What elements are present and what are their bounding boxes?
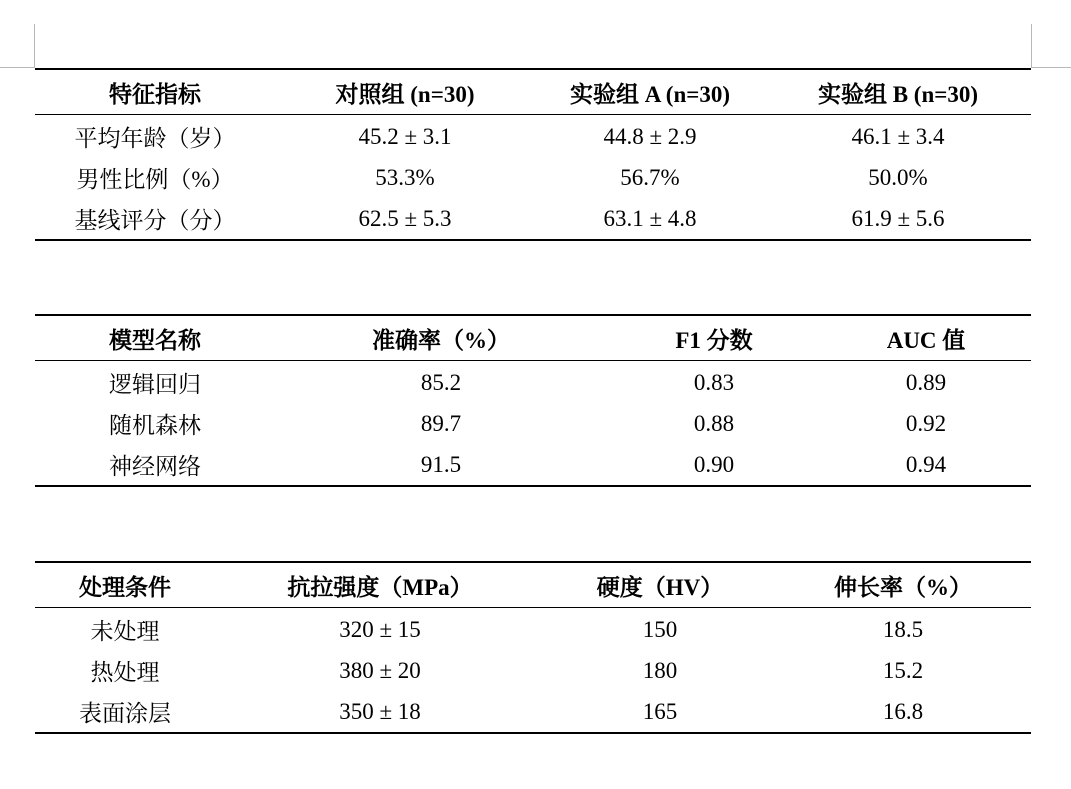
table-header-row [35,315,1031,361]
table-cell: 神经网络 [109,454,201,479]
table-row [35,403,1031,444]
table-header-row [35,69,1031,115]
header-cell: 模型名称 [109,327,201,353]
table-cell: 56.7% [620,164,680,190]
header-cell: AUC 值 [886,327,966,353]
table-cell: 热处理 [90,660,160,685]
table-cell: 50.0% [868,164,928,190]
table-cell: 逻辑回归 [109,372,201,397]
page-corner-mark-left-horizontal [0,67,35,68]
page-corner-mark-right [1031,24,1032,68]
table-cell: 0.94 [905,451,947,477]
header-cell: 硬度（HV） [596,574,724,600]
header-cell: 处理条件 [79,574,171,600]
table-cell: 基线评分（分） [74,208,236,233]
table-cell: 男性比例（%） [76,167,234,192]
table-row [35,115,1031,158]
table-cell: 180 [642,657,678,683]
table-cell: 0.88 [693,410,735,436]
header-cell: 伸长率（%） [834,574,972,600]
table-header-row [35,562,1031,608]
table-cell: 46.1 ± 3.4 [851,123,945,149]
table-row [35,157,1031,198]
header-cell: 抗拉强度（MPa） [287,574,473,600]
table-cell: 44.8 ± 2.9 [603,123,697,149]
table-cell: 0.83 [693,369,735,395]
table-cell: 45.2 ± 3.1 [358,123,452,149]
table-row [35,361,1031,404]
table-cell: 380 ± 20 [339,657,421,683]
table-cell: 61.9 ± 5.6 [851,205,945,231]
table-row [35,650,1031,691]
baseline-characteristics-table [35,68,1031,241]
table-row [35,444,1031,486]
header-cell: 准确率（%） [372,327,510,353]
table-cell: 随机森林 [109,413,201,438]
table-row [35,198,1031,240]
table-row [35,608,1031,651]
table-cell: 150 [642,616,678,642]
table-cell: 表面涂层 [79,701,171,726]
table-cell: 16.8 [882,698,924,724]
table-row [35,691,1031,733]
model-performance-table [35,314,1031,487]
table-cell: 15.2 [882,657,924,683]
header-cell: F1 分数 [675,327,753,353]
table-cell: 350 ± 18 [339,698,421,724]
header-cell: 对照组 (n=30) [335,81,475,107]
page-corner-mark-right-horizontal [1031,67,1071,68]
table-cell: 62.5 ± 5.3 [358,205,452,231]
table-cell: 85.2 [420,369,462,395]
table-cell: 平均年龄（岁） [74,126,236,151]
table-cell: 0.89 [905,369,947,395]
table-cell: 未处理 [90,619,160,644]
table-cell: 91.5 [420,451,462,477]
header-cell: 实验组 A (n=30) [569,81,731,107]
table-cell: 0.90 [693,451,735,477]
table-cell: 63.1 ± 4.8 [603,205,697,231]
table-cell: 165 [642,698,678,724]
table-cell: 18.5 [882,616,924,642]
header-cell: 实验组 B (n=30) [817,81,979,107]
table-cell: 320 ± 15 [339,616,421,642]
page-corner-mark-left [34,24,35,68]
material-properties-table [35,561,1031,734]
table-cell: 53.3% [375,164,435,190]
table-cell: 0.92 [905,410,947,436]
table-cell: 89.7 [420,410,462,436]
header-cell: 特征指标 [109,81,201,107]
